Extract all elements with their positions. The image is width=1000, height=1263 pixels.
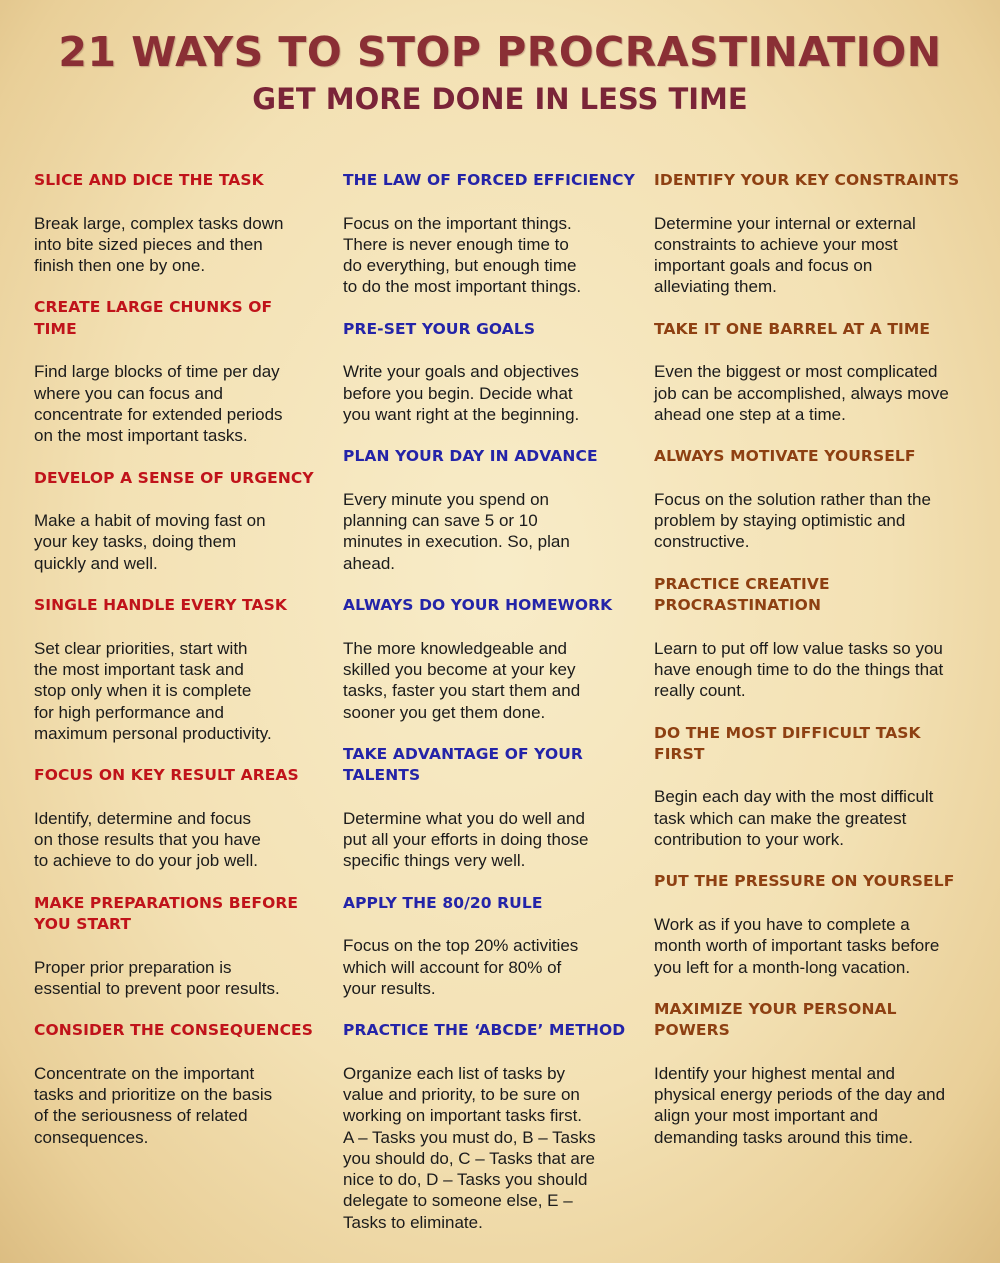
tip-body: Write your goals and objectives before you begin. Decide what you want right at the beginning. (343, 362, 580, 424)
tip-heading: ALWAYS MOTIVATE YOURSELF (654, 447, 916, 466)
tip-heading: IDENTIFY YOUR KEY CONSTRAINTS (654, 171, 960, 189)
tip-item (654, 723, 974, 851)
tip-heading: MAXIMIZE YOUR PERSONAL POWERS (654, 999, 897, 1040)
tip-body: Learn to put off low value tasks so you have enough time to do the things that really count. (654, 638, 944, 701)
tip-item (654, 446, 974, 552)
tip-body: Identify, determine and focus on those results that you have to achieve to do your job well. (34, 808, 261, 871)
tip-heading: TAKE IT ONE BARREL AT A TIME (654, 319, 931, 338)
page-title: 21 WAYS TO STOP PROCRASTINATION (58, 28, 942, 76)
tip-body: Determine your internal or external constraints to achieve your most important goals and focus on alleviating them. (654, 213, 916, 297)
tip-heading: MAKE PREPARATIONS BEFORE YOU START (34, 893, 299, 933)
column-1 (34, 170, 354, 1169)
tip-body: Focus on the top 20% activities which will account for 80% of your results. (343, 936, 579, 998)
tip-body: Proper prior preparation is essential to prevent poor results. (34, 957, 280, 998)
tip-body: Organize each list of tasks by value and priority, to be sure on working on important tasks first. A – Tasks you must do, B – Tasks you should do, C – Tasks that are nice to do, D – Tasks you should delegate to someone else, E – Tasks to eliminate. (343, 1063, 596, 1232)
tip-heading: PRACTICE THE ‘ABCDE’ METHOD (343, 1021, 626, 1040)
tip-heading: CREATE LARGE CHUNKS OF TIME (34, 298, 273, 338)
tip-item (34, 297, 354, 446)
tip-item (654, 319, 974, 425)
tip-item (343, 446, 663, 574)
tip-item (654, 871, 974, 977)
tip-body: Work as if you have to complete a month worth of important tasks before you left for a month-long vacation. (654, 914, 940, 977)
tip-heading: SLICE AND DICE THE TASK (34, 171, 264, 189)
tip-heading: CONSIDER THE CONSEQUENCES (34, 1021, 313, 1040)
tip-item (34, 595, 354, 744)
tip-heading: PRE-SET YOUR GOALS (343, 319, 536, 338)
tip-item (654, 170, 974, 298)
tip-heading: APPLY THE 80/20 RULE (343, 893, 543, 912)
tip-heading: TAKE ADVANTAGE OF YOUR TALENTS (343, 744, 583, 785)
tip-heading: ALWAYS DO YOUR HOMEWORK (343, 596, 613, 615)
tip-item (34, 468, 354, 574)
tip-item (343, 170, 663, 298)
tip-body: Break large, complex tasks down into bite sized pieces and then finish then one by one. (34, 213, 284, 276)
tip-body: Identify your highest mental and physical energy periods of the day and align your most important and demanding tasks around this time. (654, 1063, 946, 1147)
tip-heading: PRACTICE CREATIVE PROCRASTINATION (654, 574, 830, 615)
tip-heading: PLAN YOUR DAY IN ADVANCE (343, 447, 598, 466)
tip-body: Begin each day with the most difficult task which can make the greatest contribution to your work. (654, 787, 934, 850)
tip-body: Concentrate on the important tasks and prioritize on the basis of the seriousness of related consequences. (34, 1063, 273, 1147)
tip-body: Even the biggest or most complicated job can be accomplished, always move ahead one step at a time. (654, 362, 949, 424)
tip-body: Determine what you do well and put all your efforts in doing those specific things very well. (343, 808, 589, 871)
tip-body: Every minute you spend on planning can save 5 or 10 minutes in execution. So, plan ahead. (343, 489, 570, 573)
tip-heading: FOCUS ON KEY RESULT AREAS (34, 766, 299, 785)
tip-body: Focus on the solution rather than the problem by staying optimistic and constructive. (654, 489, 931, 552)
tip-item (343, 893, 663, 999)
column-3 (654, 170, 974, 1169)
tip-item (34, 765, 354, 871)
column-2 (343, 170, 663, 1254)
tip-heading: SINGLE HANDLE EVERY TASK (34, 596, 287, 615)
tip-item (343, 595, 663, 723)
tip-body: Focus on the important things. There is never enough time to do everything, but enough time to do the most important things. (343, 213, 582, 297)
tip-body: Make a habit of moving fast on your key tasks, doing them quickly and well. (34, 511, 266, 573)
tip-item (654, 574, 974, 702)
tip-item (343, 744, 663, 872)
page-subtitle: GET MORE DONE IN LESS TIME (252, 82, 748, 116)
tip-item (343, 319, 663, 425)
tip-body: Set clear priorities, start with the most important task and stop only when it is complete for high performance and maximum personal productivity. (34, 638, 272, 743)
tip-item (34, 893, 354, 999)
tip-heading: DEVELOP A SENSE OF URGENCY (34, 468, 314, 487)
tip-item (34, 170, 354, 276)
tip-heading: THE LAW OF FORCED EFFICIENCY (343, 171, 635, 189)
tip-item (654, 999, 974, 1148)
tip-body: Find large blocks of time per day where you can focus and concentrate for extended periods on the most important tasks. (34, 362, 283, 446)
tip-item (343, 1020, 663, 1233)
tip-body: The more knowledgeable and skilled you become at your key tasks, faster you start them and sooner you get them done. (343, 638, 581, 722)
tip-item (34, 1020, 354, 1148)
tip-heading: DO THE MOST DIFFICULT TASK FIRST (654, 723, 921, 763)
tip-heading: PUT THE PRESSURE ON YOURSELF (654, 872, 955, 891)
